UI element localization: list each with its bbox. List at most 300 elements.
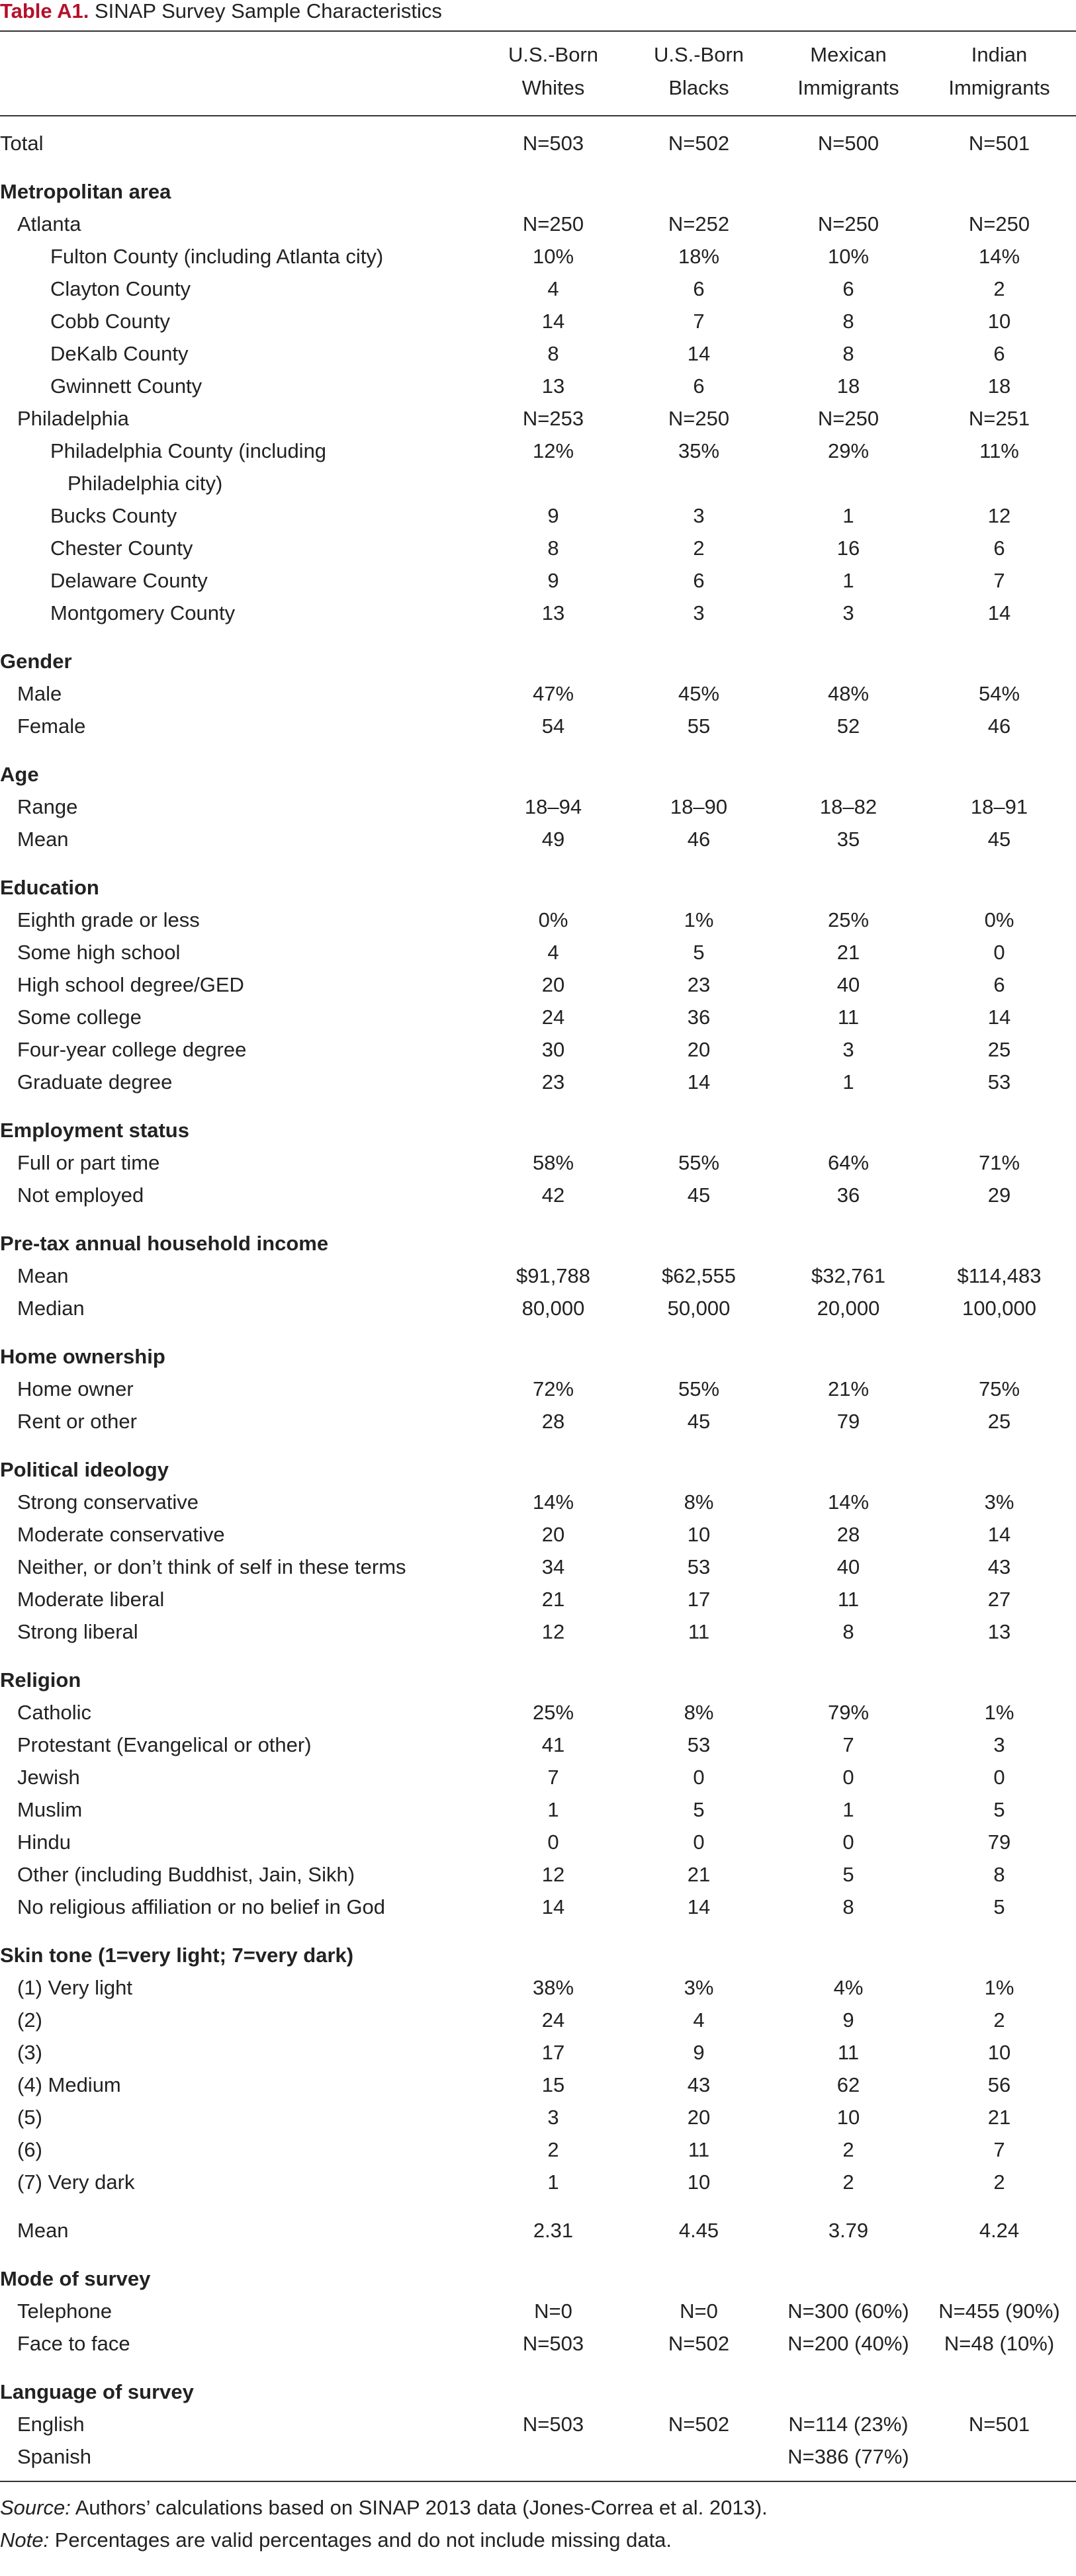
- value-cell: N=502: [668, 2413, 730, 2436]
- value-cell: 8: [842, 342, 854, 365]
- value-cell: 1: [842, 504, 854, 527]
- row-label: Range: [17, 795, 78, 818]
- value-cell: 21: [987, 2106, 1011, 2129]
- row-label: Philadelphia city): [67, 472, 223, 495]
- value-cell: 20,000: [817, 1297, 880, 1320]
- value-cell: 11: [688, 2138, 710, 2161]
- value-cell: [926, 2440, 1072, 2473]
- value-cell: N=114 (23%): [788, 2413, 909, 2436]
- value-cell: $32,761: [811, 1264, 886, 1287]
- value-cell: 8: [547, 537, 559, 560]
- row-label: Spanish: [17, 2445, 92, 2468]
- value-cell: 58%: [532, 1151, 574, 1174]
- value-cell: 53: [987, 1070, 1011, 1094]
- value-cell: 13: [541, 374, 565, 398]
- section-header: [0, 1227, 1076, 1260]
- value-cell: 3: [993, 1733, 1005, 1756]
- value-cell: 28: [541, 1410, 565, 1433]
- value-cell: 80,000: [521, 1297, 585, 1320]
- row-label: Face to face: [17, 2332, 130, 2355]
- value-cell: $91,788: [516, 1264, 591, 1287]
- value-cell: 16: [836, 537, 860, 560]
- value-cell: 1: [547, 2170, 559, 2194]
- value-cell: 1%: [984, 1976, 1014, 1999]
- value-cell: 43: [987, 1555, 1011, 1578]
- row-label: (3): [17, 2041, 42, 2064]
- value-cell: 8: [842, 1620, 854, 1643]
- value-cell: 8: [547, 342, 559, 365]
- table-row: [0, 337, 1076, 370]
- value-cell: 36: [836, 1183, 860, 1207]
- table-row: [0, 370, 1076, 402]
- value-cell: 6: [693, 277, 705, 300]
- value-cell: 4%: [833, 1976, 864, 1999]
- value-cell: 0: [993, 941, 1005, 964]
- value-cell: 21: [687, 1863, 711, 1886]
- value-cell: 6: [693, 569, 705, 592]
- row-label: (6): [17, 2138, 42, 2161]
- value-cell: 79%: [827, 1701, 870, 1724]
- value-cell: 0%: [984, 908, 1014, 931]
- value-cell: 45: [987, 828, 1011, 851]
- value-cell: 29: [987, 1183, 1011, 1207]
- section-label: Gender: [0, 650, 72, 673]
- row-label: Jewish: [17, 1766, 80, 1789]
- value-cell: 11: [837, 1588, 860, 1611]
- value-cell: 12: [541, 1863, 565, 1886]
- table-row: [0, 1179, 1076, 1211]
- value-cell: 14%: [978, 245, 1020, 268]
- table-row: [0, 402, 1076, 435]
- note-line: Note: Percentages are valid percentages and do not include missing data.: [0, 2528, 672, 2552]
- value-cell: 52: [836, 714, 860, 738]
- value-cell: 46: [987, 714, 1011, 738]
- column-header-us-born-whites: U.S.-Born Whites: [508, 43, 599, 99]
- row-label: Telephone: [17, 2299, 112, 2323]
- value-cell: 18: [836, 374, 860, 398]
- table-row: [0, 1518, 1076, 1551]
- table-row: [0, 1486, 1076, 1518]
- value-cell: 20: [541, 973, 565, 996]
- value-cell: 18–82: [819, 795, 877, 818]
- row-label: Muslim: [17, 1798, 83, 1821]
- value-cell: 1: [547, 1798, 559, 1821]
- table-row: [0, 2004, 1076, 2036]
- row-label: Neither, or don’t think of self in these terms: [17, 1555, 406, 1578]
- value-cell: 47%: [532, 682, 574, 705]
- table-row: [0, 127, 1076, 159]
- value-cell: N=250: [817, 407, 879, 430]
- value-cell: 2: [842, 2138, 854, 2161]
- table-row: [0, 1001, 1076, 1033]
- section-label: Employment status: [0, 1119, 189, 1142]
- value-cell: N=503: [522, 2332, 584, 2355]
- value-cell: 29%: [827, 439, 870, 462]
- value-cell: 56: [987, 2073, 1011, 2096]
- value-cell: 0: [993, 1766, 1005, 1789]
- value-cell: N=0: [680, 2299, 718, 2323]
- value-cell: 5: [693, 1798, 705, 1821]
- value-cell: 11: [837, 2041, 860, 2064]
- value-cell: 71%: [978, 1151, 1020, 1174]
- table-row: [0, 2440, 1076, 2473]
- section-header: [0, 758, 1076, 791]
- value-cell: N=502: [668, 132, 730, 155]
- value-cell: 8%: [684, 1701, 714, 1724]
- value-cell: 55%: [678, 1151, 720, 1174]
- row-label: Clayton County: [50, 277, 191, 300]
- value-cell: 2: [547, 2138, 559, 2161]
- value-cell: 3.79: [828, 2219, 869, 2242]
- row-label: Moderate conservative: [17, 1523, 225, 1546]
- value-cell: 25%: [827, 908, 870, 931]
- value-cell: 1: [842, 1798, 854, 1821]
- table-row: [0, 1583, 1076, 1615]
- value-cell: 1: [842, 1070, 854, 1094]
- value-cell: 6: [993, 342, 1005, 365]
- value-cell: N=48 (10%): [944, 2332, 1055, 2355]
- value-cell: 25: [987, 1038, 1011, 1061]
- value-cell: 9: [547, 569, 559, 592]
- row-label: Mean: [17, 1264, 69, 1287]
- value-cell: 13: [987, 1620, 1011, 1643]
- value-cell: 46: [687, 828, 711, 851]
- section-label: Skin tone (1=very light; 7=very dark): [0, 1944, 354, 1967]
- table-row: [0, 1033, 1076, 1066]
- value-cell: 50,000: [667, 1297, 731, 1320]
- value-cell: 42: [541, 1183, 565, 1207]
- value-cell: 6: [993, 537, 1005, 560]
- section-header: [0, 1664, 1076, 1696]
- section-label: Metropolitan area: [0, 180, 171, 203]
- row-label: Hindu: [17, 1830, 71, 1854]
- value-cell: 40: [836, 973, 860, 996]
- value-cell: 17: [687, 1588, 711, 1611]
- value-cell: 34: [541, 1555, 565, 1578]
- value-cell: 6: [842, 277, 854, 300]
- value-cell: 20: [541, 1523, 565, 1546]
- row-label: Some college: [17, 1006, 142, 1029]
- value-cell: 21%: [827, 1377, 870, 1400]
- value-cell: 14: [687, 342, 711, 365]
- value-cell: 24: [541, 1006, 565, 1029]
- row-label: DeKalb County: [50, 342, 189, 365]
- row-label: English: [17, 2413, 85, 2436]
- value-cell: N=300 (60%): [787, 2299, 909, 2323]
- value-cell: 0: [693, 1830, 705, 1854]
- value-cell: 43: [687, 2073, 711, 2096]
- table-row: [0, 710, 1076, 742]
- table-row: [0, 532, 1076, 564]
- value-cell: N=500: [817, 132, 879, 155]
- value-cell: N=252: [668, 212, 730, 236]
- value-cell: 54: [541, 714, 565, 738]
- value-cell: 10: [836, 2106, 860, 2129]
- table-row: [0, 1858, 1076, 1891]
- table-row: [0, 1260, 1076, 1292]
- row-label: Other (including Buddhist, Jain, Sikh): [17, 1863, 355, 1886]
- value-cell: [480, 467, 626, 499]
- table-row: [0, 1826, 1076, 1858]
- value-cell: 14%: [827, 1490, 870, 1514]
- row-label: Total: [0, 132, 44, 155]
- value-cell: N=455 (90%): [938, 2299, 1060, 2323]
- table-row: [0, 677, 1076, 710]
- value-cell: 10%: [827, 245, 870, 268]
- value-cell: 3: [842, 601, 854, 624]
- value-cell: 14: [541, 310, 565, 333]
- value-cell: $114,483: [957, 1264, 1042, 1287]
- table-row: [0, 1066, 1076, 1098]
- section-header: [0, 1114, 1076, 1146]
- column-header-indian-immigrants: Indian Immigrants: [948, 43, 1050, 99]
- section-label: Religion: [0, 1668, 81, 1692]
- value-cell: 5: [993, 1895, 1005, 1918]
- table-row: [0, 467, 1076, 499]
- value-cell: 20: [687, 2106, 711, 2129]
- value-cell: 9: [842, 2008, 854, 2032]
- value-cell: 6: [993, 973, 1005, 996]
- section-label: Language of survey: [0, 2380, 194, 2403]
- bottom-rule: [0, 2481, 1076, 2482]
- column-header-us-born-blacks: U.S.-Born Blacks: [653, 43, 744, 99]
- value-cell: 3: [842, 1038, 854, 1061]
- value-cell: 35: [836, 828, 860, 851]
- table-title-text: SINAP Survey Sample Characteristics: [89, 0, 442, 22]
- section-label: Pre-tax annual household income: [0, 1232, 329, 1255]
- value-cell: 2: [993, 2170, 1005, 2194]
- value-cell: 0%: [538, 908, 568, 931]
- value-cell: 9: [693, 2041, 705, 2064]
- table-row: [0, 2133, 1076, 2166]
- section-header: [0, 645, 1076, 677]
- value-cell: 10: [987, 310, 1011, 333]
- value-cell: 14: [987, 601, 1011, 624]
- value-cell: 53: [687, 1733, 711, 1756]
- value-cell: N=386 (77%): [787, 2445, 909, 2468]
- value-cell: 4: [547, 277, 559, 300]
- section-label: Home ownership: [0, 1345, 165, 1368]
- value-cell: 35%: [678, 439, 720, 462]
- row-label: Median: [17, 1297, 85, 1320]
- row-label: Protestant (Evangelical or other): [17, 1733, 312, 1756]
- value-cell: 0: [842, 1766, 854, 1789]
- row-label: Male: [17, 682, 62, 705]
- row-label: Graduate degree: [17, 1070, 173, 1094]
- value-cell: 45: [687, 1410, 711, 1433]
- value-cell: 14: [687, 1895, 711, 1918]
- value-cell: 4.24: [979, 2219, 1020, 2242]
- table-row: [0, 2295, 1076, 2327]
- row-label: Strong liberal: [17, 1620, 138, 1643]
- value-cell: 72%: [532, 1377, 574, 1400]
- table-row: [0, 1793, 1076, 1826]
- value-cell: [926, 467, 1072, 499]
- row-label: Fulton County (including Atlanta city): [50, 245, 384, 268]
- value-cell: 8: [842, 310, 854, 333]
- value-cell: 12: [987, 504, 1011, 527]
- value-cell: 23: [541, 1070, 565, 1094]
- section-header: [0, 871, 1076, 904]
- table-row: [0, 1292, 1076, 1324]
- value-cell: 38%: [532, 1976, 574, 1999]
- table-row: [0, 2214, 1076, 2247]
- value-cell: 11: [837, 1006, 860, 1029]
- value-cell: 3: [693, 504, 705, 527]
- value-cell: 5: [842, 1863, 854, 1886]
- table-row: [0, 305, 1076, 337]
- value-cell: 64%: [827, 1151, 870, 1174]
- value-cell: 11: [688, 1620, 710, 1643]
- value-cell: 25%: [532, 1701, 574, 1724]
- row-label: Montgomery County: [50, 601, 236, 624]
- section-header: [0, 2376, 1076, 2408]
- row-label: No religious affiliation or no belief in God: [17, 1895, 386, 1918]
- table-title-label: Table A1.: [0, 0, 89, 22]
- table-row: [0, 968, 1076, 1001]
- row-label: Full or part time: [17, 1151, 160, 1174]
- value-cell: 55: [687, 714, 711, 738]
- value-cell: 8: [993, 1863, 1005, 1886]
- value-cell: 18–90: [670, 795, 728, 818]
- table-row: [0, 597, 1076, 629]
- table-row: [0, 499, 1076, 532]
- value-cell: 9: [547, 504, 559, 527]
- value-cell: 7: [993, 569, 1005, 592]
- value-cell: 20: [687, 1038, 711, 1061]
- value-cell: 1%: [684, 908, 714, 931]
- value-cell: 40: [836, 1555, 860, 1578]
- value-cell: 53: [687, 1555, 711, 1578]
- table-title: [0, 0, 442, 22]
- value-cell: 12%: [532, 439, 574, 462]
- section-header: [0, 1939, 1076, 1971]
- table-row: [0, 435, 1076, 467]
- value-cell: N=250: [968, 212, 1030, 236]
- row-label: Gwinnett County: [50, 374, 202, 398]
- value-cell: $62,555: [661, 1264, 737, 1287]
- row-label: Some high school: [17, 941, 181, 964]
- value-cell: 5: [993, 1798, 1005, 1821]
- table-row: [0, 2327, 1076, 2360]
- value-cell: 7: [693, 310, 705, 333]
- row-label: (1) Very light: [17, 1976, 133, 1999]
- column-header-mexican-immigrants: Mexican Immigrants: [797, 43, 899, 99]
- value-cell: 28: [836, 1523, 860, 1546]
- value-cell: 36: [687, 1006, 711, 1029]
- value-cell: 2: [993, 277, 1005, 300]
- value-cell: N=250: [817, 212, 879, 236]
- row-label: Delaware County: [50, 569, 208, 592]
- value-cell: 2: [693, 537, 705, 560]
- value-cell: 2: [842, 2170, 854, 2194]
- value-cell: 7: [993, 2138, 1005, 2161]
- value-cell: N=503: [522, 2413, 584, 2436]
- value-cell: 3%: [984, 1490, 1014, 1514]
- row-label: (7) Very dark: [17, 2170, 135, 2194]
- table-row: [0, 1891, 1076, 1923]
- row-label: (4) Medium: [17, 2073, 121, 2096]
- value-cell: 4.45: [678, 2219, 719, 2242]
- row-label: Mean: [17, 2219, 69, 2242]
- value-cell: 45%: [678, 682, 720, 705]
- value-cell: 18: [987, 374, 1011, 398]
- section-label: Education: [0, 876, 99, 899]
- value-cell: N=0: [534, 2299, 572, 2323]
- value-cell: 21: [836, 941, 860, 964]
- value-cell: N=502: [668, 2332, 730, 2355]
- value-cell: 18%: [678, 245, 720, 268]
- value-cell: 7: [547, 1766, 559, 1789]
- value-cell: 15: [541, 2073, 565, 2096]
- value-cell: 10: [987, 2041, 1011, 2064]
- table-row: [0, 904, 1076, 936]
- value-cell: 24: [541, 2008, 565, 2032]
- value-cell: 11%: [979, 439, 1019, 462]
- table-row: [0, 1373, 1076, 1405]
- table-row: [0, 2036, 1076, 2069]
- table-row: [0, 1615, 1076, 1648]
- section-label: Age: [0, 763, 39, 786]
- section-header: [0, 175, 1076, 208]
- value-cell: 25: [987, 1410, 1011, 1433]
- value-cell: [626, 2440, 772, 2473]
- row-label: (2): [17, 2008, 42, 2032]
- table-row: [0, 936, 1076, 968]
- value-cell: 75%: [978, 1377, 1020, 1400]
- value-cell: 6: [693, 374, 705, 398]
- row-label: Strong conservative: [17, 1490, 199, 1514]
- section-header: [0, 1453, 1076, 1486]
- row-label: Home owner: [17, 1377, 134, 1400]
- value-cell: 30: [541, 1038, 565, 1061]
- value-cell: 10: [687, 2170, 711, 2194]
- row-label: Mean: [17, 828, 69, 851]
- value-cell: 0: [842, 1830, 854, 1854]
- row-label: Catholic: [17, 1701, 91, 1724]
- value-cell: N=250: [668, 407, 730, 430]
- value-cell: 17: [541, 2041, 565, 2064]
- table-row: [0, 2166, 1076, 2198]
- value-cell: 5: [693, 941, 705, 964]
- table-row: [0, 2101, 1076, 2133]
- value-cell: 21: [541, 1588, 565, 1611]
- table-row: [0, 1696, 1076, 1729]
- value-cell: N=250: [522, 212, 584, 236]
- value-cell: 3%: [684, 1976, 714, 1999]
- value-cell: 10%: [532, 245, 574, 268]
- row-label: Four-year college degree: [17, 1038, 247, 1061]
- row-label: (5): [17, 2106, 42, 2129]
- value-cell: 8: [842, 1895, 854, 1918]
- value-cell: 18–91: [970, 795, 1028, 818]
- value-cell: N=501: [968, 132, 1030, 155]
- value-cell: 4: [547, 941, 559, 964]
- value-cell: 0: [547, 1830, 559, 1854]
- source-note: Source: Authors’ calculations based on SINAP 2013 data (Jones-Correa et al. 2013).: [0, 2496, 768, 2519]
- table-row: [0, 564, 1076, 597]
- section-header: [0, 2262, 1076, 2295]
- value-cell: 7: [842, 1733, 854, 1756]
- value-cell: [480, 2440, 626, 2473]
- value-cell: 100,000: [962, 1297, 1037, 1320]
- row-label: Female: [17, 714, 86, 738]
- table-row: [0, 823, 1076, 855]
- table-row: [0, 1551, 1076, 1583]
- table-row: [0, 1146, 1076, 1179]
- value-cell: 3: [693, 601, 705, 624]
- section-label: Mode of survey: [0, 2267, 151, 2290]
